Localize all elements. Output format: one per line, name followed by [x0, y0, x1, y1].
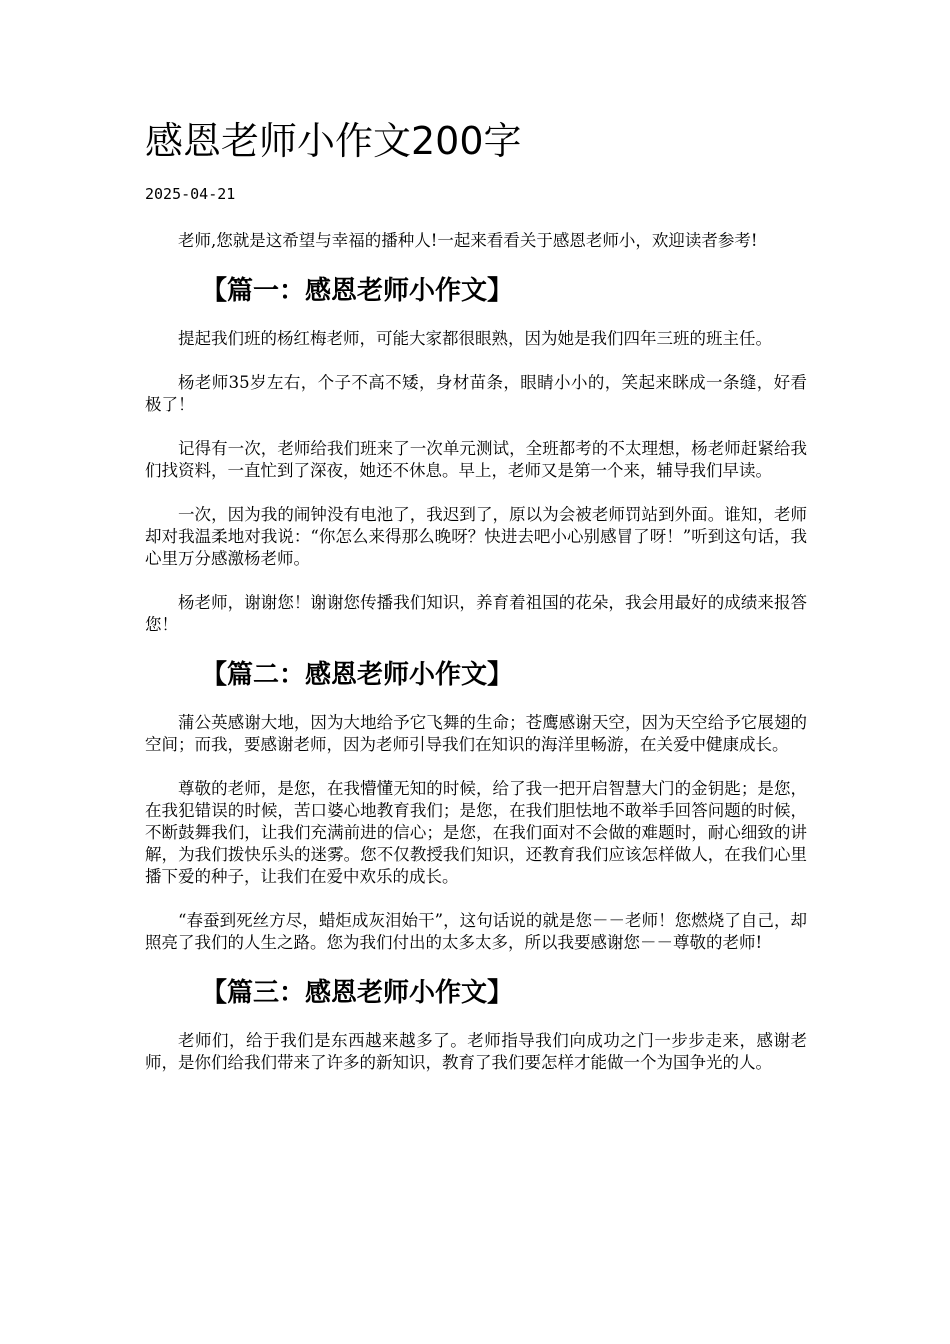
- section-heading: 【篇三：感恩老师小作文】: [201, 978, 514, 1008]
- paragraph: 杨老师35岁左右，个子不高不矮，身材苗条，眼睛小小的，笑起来眯成一条缝，好看极了！: [145, 373, 807, 414]
- section-3: [145, 976, 807, 1074]
- paragraph: 蒲公英感谢大地，因为大地给予它飞舞的生命；苍鹰感谢天空，因为天空给予它展翅的空间；而我，要感谢老师，因为老师引导我们在知识的海洋里畅游，在关爱中健康成长。: [145, 713, 807, 754]
- document-date: 2025-04-21: [145, 185, 236, 203]
- paragraph: 杨老师，谢谢您！谢谢您传播我们知识，养育着祖国的花朵，我会用最好的成绩来报答您！: [145, 593, 807, 634]
- paragraph: 记得有一次，老师给我们班来了一次单元测试，全班都考的不太理想，杨老师赶紧给我们找资料，一直忙到了深夜，她还不休息。早上，老师又是第一个来，辅导我们早读。: [145, 439, 807, 480]
- paragraph: 尊敬的老师，是您，在我懵懂无知的时候，给了我一把开启智慧大门的金钥匙；是您，在我犯错误的时候，苦口婆心地教育我们；是您，在我们胆怯地不敢举手回答问题的时候，不断鼓舞我们，让我们充满前进的信心；是您，在我们面对不会做的难题时，耐心细致的讲解，为我们拨快乐头的迷雾。您不仅教授我们知识，还教育我们应该怎样做人，在我们心里播下爱的种子，让我们在爱中欢乐的成长。: [145, 779, 807, 886]
- paragraph: 提起我们班的杨红梅老师，可能大家都很眼熟，因为她是我们四年三班的班主任。: [178, 329, 772, 348]
- document-page: [145, 116, 807, 1096]
- section-heading: 【篇二：感恩老师小作文】: [201, 660, 514, 690]
- intro-paragraph: 老师,您就是这希望与幸福的播种人!一起来看看关于感恩老师小，欢迎读者参考!: [178, 231, 758, 250]
- paragraph: 一次，因为我的闹钟没有电池了，我迟到了，原以为会被老师罚站到外面。谁知，老师却对我温柔地对我说：“你怎么来得那么晚呀？快进去吧小心别感冒了呀！”听到这句话，我心里万分感激杨老师。: [145, 505, 807, 568]
- section-1: [145, 274, 807, 636]
- paragraph: “春蚕到死丝方尽，蜡炬成灰泪始干”，这句话说的就是您－－老师！您燃烧了自己，却照亮了我们的人生之路。您为我们付出的太多太多，所以我要感谢您－－尊敬的老师!: [145, 911, 807, 952]
- paragraph: 老师们，给于我们是东西越来越多了。老师指导我们向成功之门一步步走来，感谢老师，是你们给我们带来了许多的新知识，教育了我们要怎样才能做一个为国争光的人。: [145, 1031, 807, 1072]
- section-heading: 【篇一：感恩老师小作文】: [201, 276, 514, 306]
- section-2: [145, 658, 807, 954]
- document-title: 感恩老师小作文200字: [145, 119, 522, 163]
